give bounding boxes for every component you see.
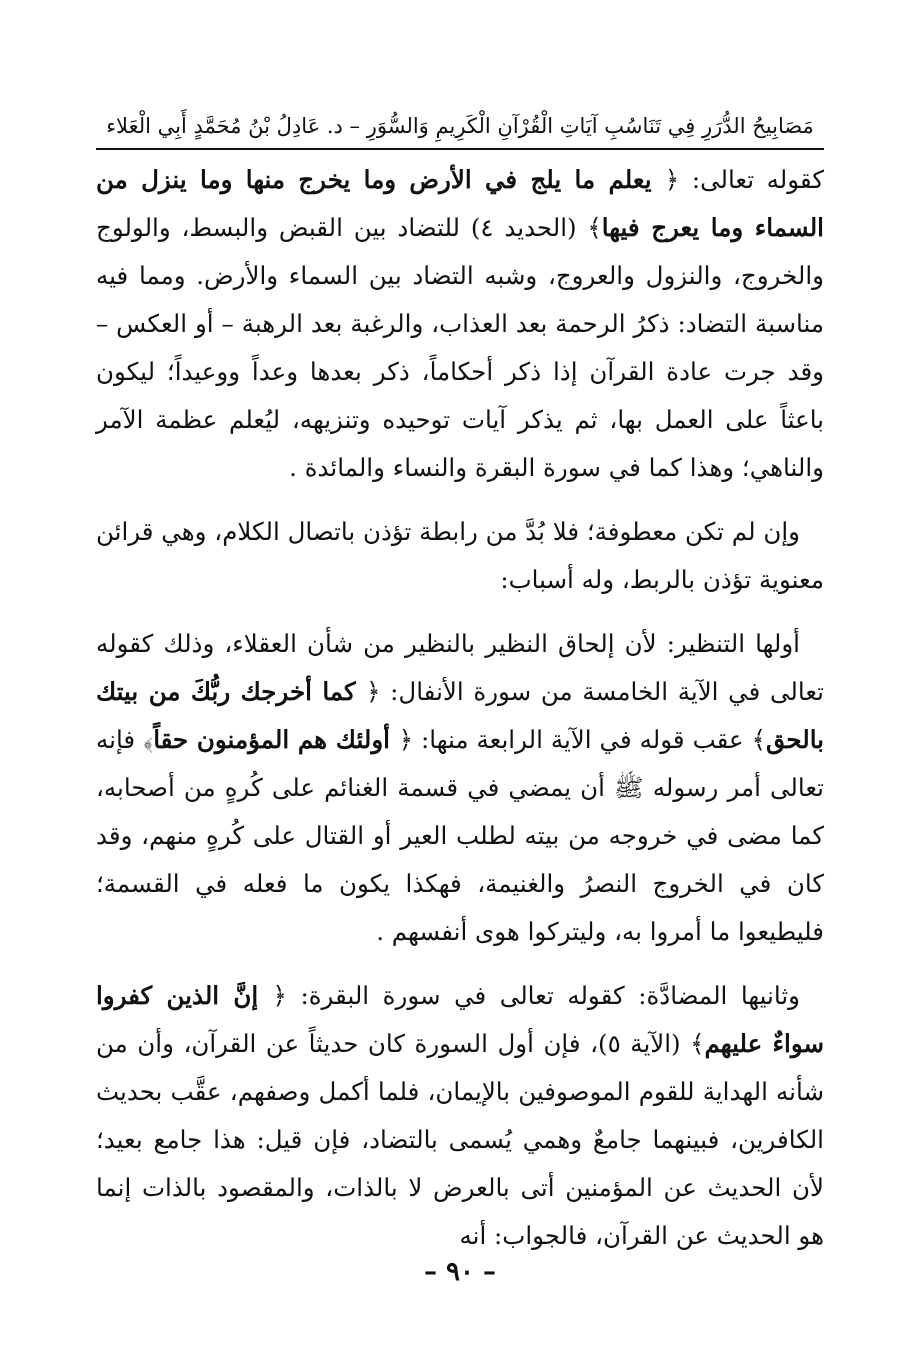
quran-quote-1-text: يعلم ما يلج في الأرض وما يخرج منها وما ينزل من السماء وما يعرج فيها — [96, 165, 824, 242]
paragraph-2 — [96, 508, 824, 604]
paragraph-1-body: (الحديد ٤) للتضاد بين القبض والبسط، والولوج والخروج، والنزول والعروج، وشبه التضاد بين السماء والأرض. ومما فيه مناسبة التضاد: ذكرُ الرحمة بعد العذاب، والرغبة بعد الرهبة – أو العكس – وقد جرت عادة القرآن إذا ذكر أحكاماً، ذكر بعدها وعداً ووعيداً؛ ليكون باعثاً على العمل بها، ثم يذكر آيات توحيده وتنزيهه، ليُعلم عظمة الآمر والناهي؛ وهذا كما في سورة البقرة والنساء والمائدة . — [96, 213, 824, 482]
quran-quote-2-text: كما أخرجك ربُّكَ من بيتك بالحق — [96, 677, 824, 754]
page-body — [96, 156, 824, 1276]
paragraph-4 — [96, 972, 824, 1260]
quran-quote-4-text: إنَّ الذين كفروا سواءٌ عليهم — [96, 981, 824, 1058]
paragraph-3 — [96, 620, 824, 956]
quran-quote-3 — [143, 725, 413, 754]
page-number: – ٩٠ – — [423, 1257, 497, 1287]
header-rule — [96, 148, 824, 150]
paragraph-2-text: وإن لم تكن معطوفة؛ فلا بُدَّ من رابطة تؤذن باتصال الكلام، وهي قرائن معنوية تؤذن بالربط، وله أسباب: — [96, 517, 824, 594]
paragraph-3-body: فإنه تعالى أمر رسوله ﷺ أن يمضي في قسمة الغنائم على كُرهٍ من أصحابه، كما مضى في خروجه من بيته لطلب العير أو القتال على كُرهٍ منهم، وقد كان في الخروج النصرُ والغنيمة، فهكذا يكون ما فعله في القسمة؛ فليطيعوا ما أمروا به، وليتركوا هوى أنفسهم . — [96, 725, 824, 946]
ornament-open: ﴿ — [272, 981, 287, 1010]
ornament-open: ﴿ — [664, 165, 680, 194]
paragraph-1-intro: كقوله تعالى: — [679, 165, 824, 194]
paragraph-1 — [96, 156, 824, 492]
ornament-close: ﴾ — [690, 1029, 705, 1058]
quran-quote-3-text: أولئك هم المؤمنون حقاً — [153, 725, 390, 754]
ornament-close: ﴾ — [751, 725, 766, 754]
paragraph-4-body: (الآية ٥)، فإن أول السورة كان حديثاً عن القرآن، وأن من شأنه الهداية للقوم الموصوفين بالإيمان، فلما أكمل وصفهم، عقَّب بحديث الكافرين، فبينهما جامعٌ وهمي يُسمى بالتضاد، فإن قيل: هذا جامع بعيد؛ لأن الحديث عن المؤمنين أتى بالعرض لا بالذات، والمقصود بالذات إنما هو الحديث عن القرآن، فالجواب: أنه — [96, 1029, 824, 1250]
ornament-close: ﴾ — [587, 213, 602, 242]
ornament-open: ﴿ — [366, 677, 381, 706]
paragraph-4-intro: وثانيها المضادَّة: كقوله تعالى في سورة البقرة: — [286, 981, 800, 1010]
ornament-open: ﴿ — [398, 725, 414, 754]
paragraph-3-intro: أولها التنظير: لأن إلحاق النظير بالنظير من شأن العقلاء، وذلك كقوله تعالى في الآية الخامسة من سورة الأنفال: — [96, 629, 824, 706]
paragraph-3-middle: عقب قوله في الآية الرابعة منها: — [413, 725, 752, 754]
ornament-close: ﴾ — [143, 725, 154, 754]
running-header: مَصَابِيحُ الدُّرَرِ فِي تَنَاسُبِ آيَاتِ الْقُرْآنِ الْكَرِيمِ وَالسُّوَرِ – د. عَادِلُ بْنُ مُحَمَّدٍ أَبِي الْعَلاء — [106, 114, 814, 138]
